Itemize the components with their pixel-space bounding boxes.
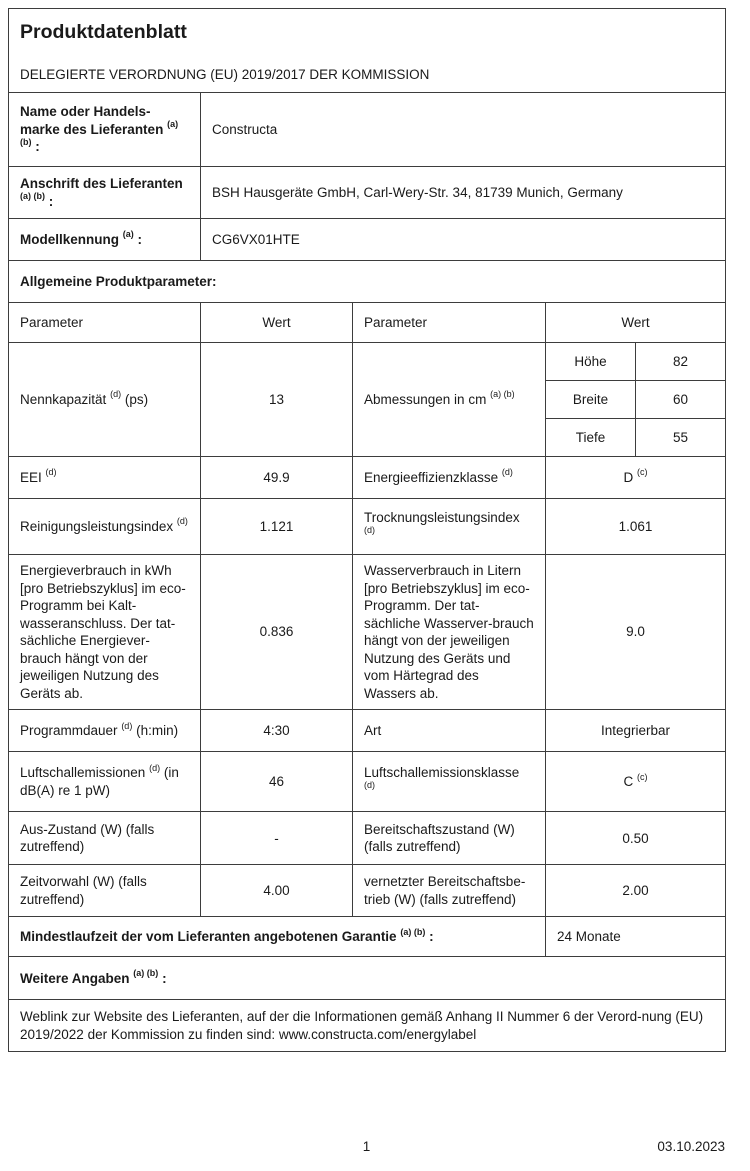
off-mode-value: - [201, 812, 353, 865]
label-suffix: (ps) [124, 391, 149, 407]
label-text: Luftschallemissionsklasse [364, 765, 520, 781]
energy-consumption-value: 0.836 [201, 555, 353, 710]
value-text: D [623, 469, 634, 485]
label-colon: : [137, 231, 143, 247]
label-suffix: (h:min) [136, 723, 179, 739]
delay-start-value: 4.00 [201, 865, 353, 917]
footnote-sup: (d) [176, 516, 188, 527]
dimensions-label [353, 343, 546, 457]
footnote-sup: (d) [501, 467, 513, 478]
value-text: BSH Hausgeräte GmbH, Carl-Wery-Str. 34, 81739 Munich, Germany [212, 184, 623, 200]
model-id-label [9, 219, 201, 261]
value-text: C [623, 774, 634, 790]
footnote-sup: (a) (b) [20, 191, 45, 201]
supplier-address-label [9, 167, 201, 219]
value-text: CG6VX01HTE [212, 231, 300, 247]
title-cell [9, 9, 726, 93]
footnote-sup: (d) [45, 467, 57, 478]
eei-label [9, 457, 201, 499]
footnote-sup: (c) [637, 467, 648, 478]
label-suffix: (in dB(A) re 1 pW) [20, 765, 179, 798]
energy-class-label [353, 457, 546, 499]
noise-class-value [546, 752, 726, 812]
footnote-sup: (a) (b) [20, 119, 179, 147]
label-text: EEI [20, 469, 42, 485]
footnote-sup: (d) [149, 762, 161, 773]
supplier-name-label [9, 93, 201, 167]
footnote-sup: (a) [122, 229, 134, 240]
dimension-value-height: 82 [636, 343, 726, 381]
noise-emissions-value: 46 [201, 752, 353, 812]
label-text: Energieeffizienzklasse [364, 469, 499, 485]
footnote-sup: (d) [110, 389, 122, 400]
water-consumption-value: 9.0 [546, 555, 726, 710]
networked-standby-label: vernetzter Bereitschaftsbe-trieb (W) (falls zutreffend) [353, 865, 546, 917]
drying-index-value: 1.061 [546, 499, 726, 555]
type-label: Art [353, 710, 546, 752]
noise-class-label [353, 752, 546, 812]
label-text: Luftschallemissionen [20, 765, 146, 781]
label-colon: : [429, 929, 434, 945]
type-value: Integrierbar [546, 710, 726, 752]
footnote-sup: (a) (b) [490, 389, 515, 400]
supplier-address-value [201, 167, 726, 219]
dimension-name-height: Höhe [546, 343, 636, 381]
weblink-text: Weblink zur Website des Lieferanten, auf der die Informationen gemäß Anhang II Nummer 6 der Verord-nung (EU) 2019/2022 der Kommission zu finden sind: www.constructa.com/energylabel [9, 1000, 726, 1052]
drying-index-label [353, 499, 546, 555]
label-text: Weitere Angaben [20, 970, 130, 986]
footnote-sup: (d) [364, 780, 375, 791]
footnote-sup: (d) [364, 525, 375, 535]
capacity-label [9, 343, 201, 457]
footer-date: 03.10.2023 [657, 1139, 725, 1154]
dimension-name-depth: Tiefe [546, 419, 636, 457]
capacity-value: 13 [201, 343, 353, 457]
guarantee-label [9, 917, 546, 957]
label-text: Abmessungen in cm [364, 391, 487, 407]
label-text: Anschrift des Lieferanten [20, 175, 183, 191]
label-text: Reinigungsleistungsindex [20, 518, 174, 534]
energy-consumption-label: Energieverbrauch in kWh [pro Betriebszyklus] im eco-Programm bei Kalt-wasseranschluss. Der tat-sächliche Energiever-brauch hängt von der jeweiligen Nutzung des Geräts ab. [9, 555, 201, 710]
label-colon: : [162, 970, 167, 986]
label-text: Trocknungsleistungsindex [364, 509, 520, 525]
cleaning-index-value: 1.121 [201, 499, 353, 555]
general-parameters-section-heading: Allgemeine Produktparameter: [9, 261, 726, 303]
dimension-value-depth: 55 [636, 419, 726, 457]
column-header-value-left: Wert [201, 303, 353, 343]
footnote-sup: (a) (b) [400, 926, 426, 937]
networked-standby-value: 2.00 [546, 865, 726, 917]
label-colon: : [48, 193, 54, 209]
page-number: 1 [362, 1139, 371, 1154]
cleaning-index-label [9, 499, 201, 555]
value-text: Constructa [212, 121, 278, 137]
model-id-value [201, 219, 726, 261]
label-text: Nennkapazität [20, 391, 107, 407]
program-duration-value: 4:30 [201, 710, 353, 752]
column-header-value-right: Wert [546, 303, 726, 343]
label-colon: : [35, 139, 40, 155]
energy-class-value [546, 457, 726, 499]
label-text: Modellkennung [20, 231, 119, 247]
standby-value: 0.50 [546, 812, 726, 865]
page-title: Produktdatenblatt [20, 20, 187, 43]
noise-emissions-label [9, 752, 201, 812]
program-duration-label [9, 710, 201, 752]
label-text: Mindestlaufzeit der vom Lieferanten angebotenen Garantie [20, 929, 397, 945]
additional-info-label [9, 957, 726, 1000]
supplier-name-value [201, 93, 726, 167]
label-text: Name oder Handels-marke des Lieferanten [20, 104, 164, 137]
footnote-sup: (a) (b) [133, 968, 159, 979]
guarantee-value: 24 Monate [546, 917, 726, 957]
product-datasheet-table [8, 8, 726, 1052]
water-consumption-label: Wasserverbrauch in Litern [pro Betriebszyklus] im eco-Programm. Der tat-sächliche Wasserver-brauch hängt von der jeweiligen Nutzung des Geräts und vom Härtegrad des Wassers ab. [353, 555, 546, 710]
dimension-name-width: Breite [546, 381, 636, 419]
dimension-value-width: 60 [636, 381, 726, 419]
column-header-parameter-right: Parameter [353, 303, 546, 343]
footnote-sup: (d) [121, 720, 133, 731]
standby-label: Bereitschaftszustand (W) (falls zutreffend) [353, 812, 546, 865]
eei-value: 49.9 [201, 457, 353, 499]
label-text: Programmdauer [20, 723, 118, 739]
delay-start-label: Zeitvorwahl (W) (falls zutreffend) [9, 865, 201, 917]
footnote-sup: (c) [637, 771, 648, 782]
column-header-parameter-left: Parameter [9, 303, 201, 343]
regulation-subtitle: DELEGIERTE VERORDNUNG (EU) 2019/2017 DER KOMMISSION [20, 66, 430, 82]
off-mode-label: Aus-Zustand (W) (falls zutreffend) [9, 812, 201, 865]
